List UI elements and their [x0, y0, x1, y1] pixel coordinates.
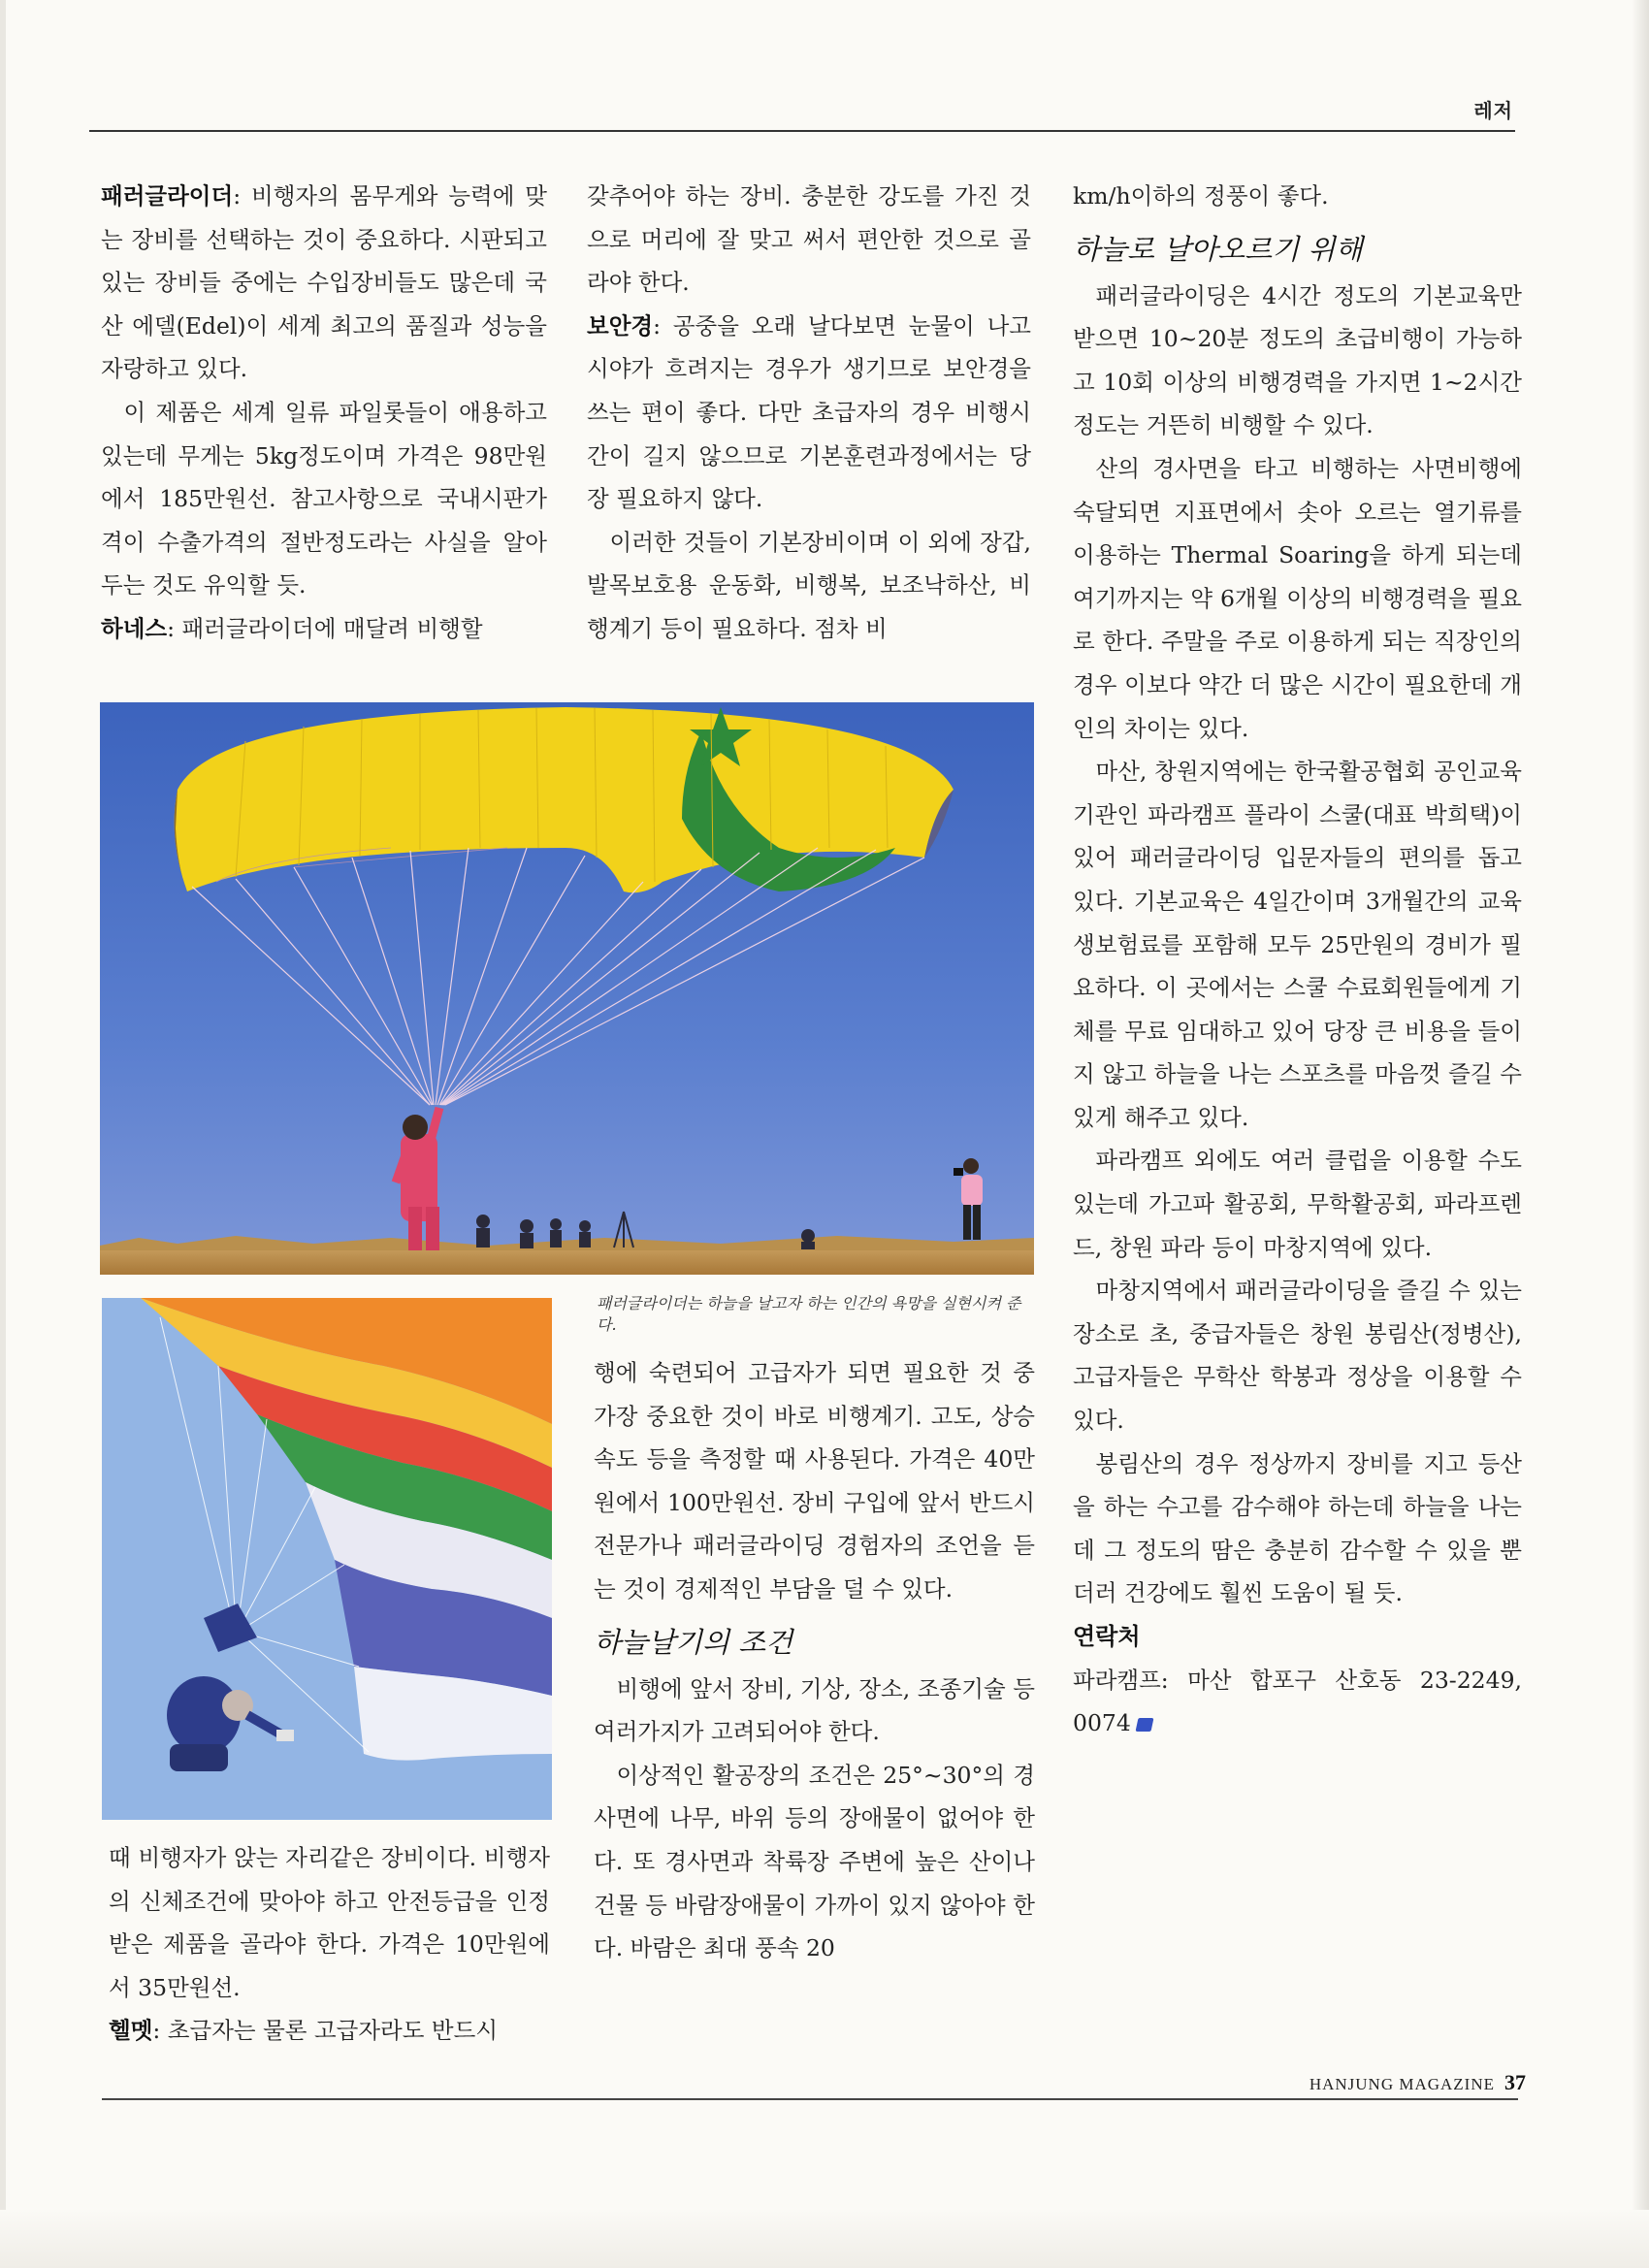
- paragraph-ideal-site: 이상적인 활공장의 조건은 25°~30°의 경사면에 나무, 바위 등의 장애물이 없어야 한다. 또 경사면과 착륙장 주변에 높은 산이나 건물 등 바람장애물이 가까이 있지 않아야 한다. 바람은 최대 풍속 20: [594, 1761, 1035, 1962]
- paragraph-text: : 비행자의 몸무게와 능력에 맞는 장비를 선택하는 것이 중요하다. 시판되고 있는 장비들 중에는 수입장비들도 많은데 국산 에델(Edel)이 세계 최고의 품질과 성능을 자랑하고 있다.: [101, 182, 547, 383]
- rainbow-paraglider-photo: [102, 1298, 552, 1820]
- paragraph-bongrim: 봉림산의 경우 정상까지 장비를 지고 등산을 하는 수고를 감수해야 하는데 하늘을 나는데 그 정도의 땀은 충분히 감수할 수 있을 뿐더러 건강에도 훨씬 도움이 될 듯.: [1073, 1449, 1522, 1607]
- column-2-bottom: [594, 1351, 1035, 1970]
- column-1-top: [101, 175, 547, 651]
- column-1-bottom: [109, 1836, 550, 2053]
- paragraph-product: 이 제품은 세계 일류 파일롯들이 애용하고 있는데 무게는 5kg정도이며 가격은 98만원에서 185만원선. 참고사항으로 국내시판가격이 수출가격의 절반정도라는 사실을 알아두는 것도 유익할 듯.: [101, 398, 547, 599]
- page-number: 37: [1504, 2070, 1526, 2094]
- paragraph-text: : 패러글라이더에 매달려 비행할: [167, 614, 483, 642]
- page-left-edge: [0, 0, 6, 2268]
- photo-caption: 패러글라이더는 하늘을 날고자 하는 인간의 욕망을 실현시켜 준다.: [597, 1294, 1021, 1334]
- paragraph-clubs: 파라캠프 외에도 여러 클럽을 이용할 수도 있는데 가고파 활공회, 무학활공회, 파라프렌드, 창원 파라 등이 마창지역에 있다.: [1073, 1147, 1522, 1261]
- page-bottom-band: [0, 2210, 1649, 2268]
- paragraph-training: 패러글라이딩은 4시간 정도의 기본교육만 받으면 10~20분 정도의 초급비행이 가능하고 10회 이상의 비행경력을 가지면 1~2시간 정도는 거뜬히 비행할 수 있다.: [1073, 281, 1522, 439]
- section-tag: 레저: [1473, 99, 1513, 122]
- footer-rule: [102, 2098, 1518, 2100]
- paragraph-harness: [101, 607, 547, 651]
- subheading-takeoff: 하늘로 날아오르기 위해: [1073, 232, 1363, 266]
- end-mark-icon: [1135, 1718, 1153, 1732]
- paragraph-considerations: 비행에 앞서 장비, 기상, 장소, 조종기술 등 여러가지가 고려되어야 한다.: [594, 1674, 1035, 1746]
- page-right-edge: [1632, 0, 1649, 2268]
- paragraph-school: 마산, 창원지역에는 한국활공협회 공인교육기관인 파라캠프 플라이 스쿨(대표 박희택)이 있어 패러글라이딩 입문자들의 편의를 돕고 있다. 기본교육은 4일간이며 3개월간의 교육생보험료를 포함해 모두 25만원의 경비가 필요하다. 이 곳에서는 스쿨 수료회원들에게 기체를 무료 임대하고 있어 당장 큰 비용을 들이지 않고 하늘을 나는 스포츠를 마음껏 즐길 수 있게 해주고 있다.: [1073, 758, 1522, 1131]
- page-footer: [1310, 2070, 1526, 2095]
- magazine-name: HANJUNG MAGAZINE: [1309, 2075, 1495, 2093]
- term-helmet: 헬멧: [109, 2017, 153, 2045]
- header-rule: [89, 130, 1515, 132]
- paragraph-helmet-cont: 갖추어야 하는 장비. 충분한 강도를 가진 것으로 머리에 잘 맞고 써서 편안한 것으로 골라야 한다.: [587, 182, 1031, 297]
- contact-text: [1073, 1659, 1522, 1745]
- term-harness: 하네스: [101, 614, 168, 642]
- paragraph-text: : 공중을 오래 날다보면 눈물이 나고 시야가 흐려지는 경우가 생기므로 보안경을 쓰는 편이 좋다. 다만 초급자의 경우 비행시간이 길지 않으므로 기본훈련과정에서는 당장 필요하지 않다.: [587, 311, 1031, 513]
- paragraph-helmet: [109, 2009, 550, 2053]
- paragraph-basic-gear: 이러한 것들이 기본장비이며 이 외에 장갑, 발목보호용 운동화, 비행복, 보조낙하산, 비행계기 등이 필요하다. 점차 비: [587, 528, 1031, 642]
- paraglider-launch-photo: [100, 702, 1034, 1275]
- column-3: [1073, 175, 1522, 1745]
- paragraph-thermal: 산의 경사면을 타고 비행하는 사면비행에 숙달되면 지표면에서 솟아 오르는 열기류를 이용하는 Thermal Soaring을 하게 되는데 여기까지는 약 6개월 이상의 비행경력을 필요로 한다. 주말을 주로 이용하게 되는 직장인의 경우 이보다 약간 더 많은 시간이 필요한데 개인의 차이는 있다.: [1073, 454, 1522, 742]
- paragraph-wind: km/h이하의 정풍이 좋다.: [1073, 182, 1329, 210]
- column-2-top: [587, 175, 1031, 651]
- paragraph-instrument: 행에 숙련되어 고급자가 되면 필요한 것 중 가장 중요한 것이 바로 비행계기. 고도, 상승속도 등을 측정할 때 사용된다. 가격은 40만원에서 100만원선. 장비 구입에 앞서 반드시 전문가나 패러글라이딩 경험자의 조언을 듣는 것이 경제적인 부담을 덜 수 있다.: [594, 1359, 1035, 1603]
- paragraph-sites: 마창지역에서 패러글라이딩을 즐길 수 있는 장소로 초, 중급자들은 창원 봉림산(정병산), 고급자들은 무학산 학봉과 정상을 이용할 수 있다.: [1073, 1277, 1522, 1435]
- paragraph-harness-cont: 때 비행자가 앉는 자리같은 장비이다. 비행자의 신체조건에 맞아야 하고 안전등급을 인정받은 제품을 골라야 한다. 가격은 10만원에서 35만원선.: [109, 1844, 550, 2001]
- contact-detail: 파라캠프: 마산 합포구 산호동 23-2249, 0074: [1073, 1666, 1522, 1737]
- paragraph-goggles: [587, 305, 1031, 521]
- paragraph-text: : 초급자는 물론 고급자라도 반드시: [152, 2017, 499, 2045]
- subheading-conditions: 하늘날기의 조건: [594, 1625, 793, 1659]
- term-paraglider: 패러글라이더: [101, 182, 234, 210]
- term-goggles: 보안경: [587, 311, 654, 340]
- paragraph-paraglider: [101, 175, 547, 391]
- contact-heading: 연락처: [1073, 1623, 1141, 1650]
